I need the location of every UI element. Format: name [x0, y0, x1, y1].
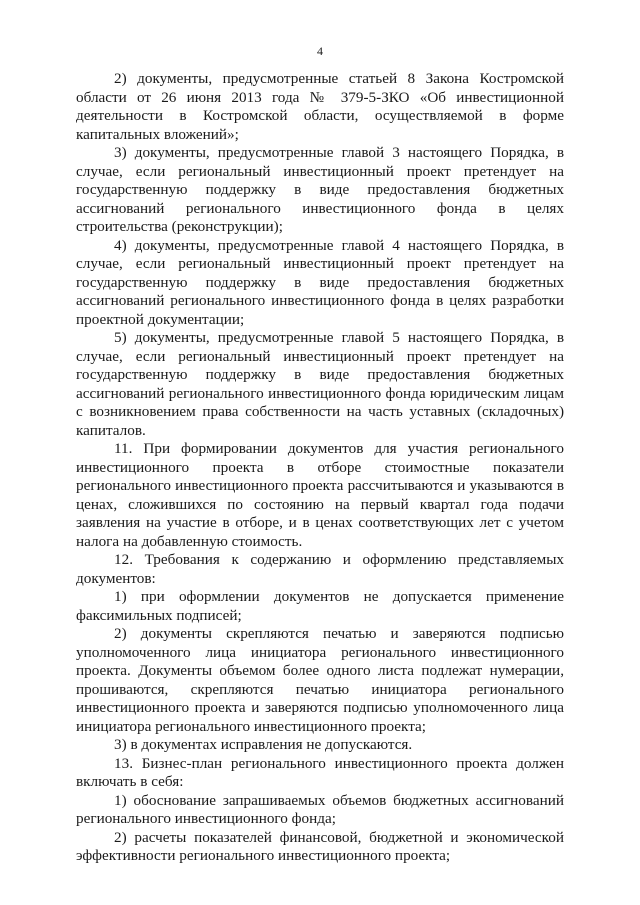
- paragraph-item-5: 5) документы, предусмотренные главой 5 настоящего Порядка, в случае, если региональный инвестиционный проект претендует на государственную поддержку в виде предоставления бюджетных ассигнований регионального инвестиционного фонда юридическим лицам с возникновением права собственности на часть уставных (складочных) капиталов.: [76, 329, 564, 439]
- paragraph-clause-12-item-3: 3) в документах исправления не допускаются.: [114, 736, 413, 753]
- paragraph-clause-13-item-2: 2) расчеты показателей финансовой, бюджетной и экономической эффективности регионального инвестиционного проекта;: [76, 828, 564, 864]
- paragraph-item-3: 3) документы, предусмотренные главой 3 настоящего Порядка, в случае, если региональный инвестиционный проект претендует на государственную поддержку в виде предоставления бюджетных ассигнований регионального инвестиционного фонда в целях строительства (реконструкции);: [76, 144, 564, 235]
- paragraph-clause-13-item-1: 1) обоснование запрашиваемых объемов бюджетных ассигнований регионального инвестиционного фонда;: [76, 791, 564, 827]
- paragraph-clause-12-item-1: 1) при оформлении документов не допускается применение факсимильных подписей;: [76, 588, 564, 624]
- document-body: [76, 70, 564, 866]
- paragraph-clause-11: 11. При формировании документов для участия регионального инвестиционного проекта в отборе стоимостные показатели регионального инвестиционного проекта рассчитываются и указываются в ценах, сложившихся по состоянию на первый квартал года подачи заявления на участие в отборе, и в ценах соответствующих лет с учетом налога на добавленную стоимость.: [76, 440, 564, 550]
- paragraph-item-4: 4) документы, предусмотренные главой 4 настоящего Порядка, в случае, если региональный инвестиционный проект претендует на государственную поддержку в виде предоставления бюджетных ассигнований регионального инвестиционного фонда в целях разработки проектной документации;: [76, 236, 564, 328]
- paragraph-clause-12-item-2: 2) документы скрепляются печатью и заверяются подписью уполномоченного лица инициатора регионального инвестиционного проекта. Документы объемом более одного листа подлежат нумерации, прошиваются, скрепляются печатью инициатора регионального инвестиционного проекта и заверяются подписью уполномоченного лица инициатора регионального инвестиционного проекта;: [76, 625, 564, 735]
- paragraph-clause-12: 12. Требования к содержанию и оформлению представляемых документов:: [76, 551, 564, 587]
- page-number: 4: [317, 44, 323, 58]
- paragraph-clause-13: 13. Бизнес-план регионального инвестиционного проекта должен включать в себя:: [76, 754, 564, 790]
- paragraph-item-2: 2) документы, предусмотренные статьей 8 Закона Костромской области от 26 июня 2013 года № 379-5-ЗКО «Об инвестиционной деятельности в Костромской области, осуществляемой в форме капитальных вложений»;: [76, 70, 564, 143]
